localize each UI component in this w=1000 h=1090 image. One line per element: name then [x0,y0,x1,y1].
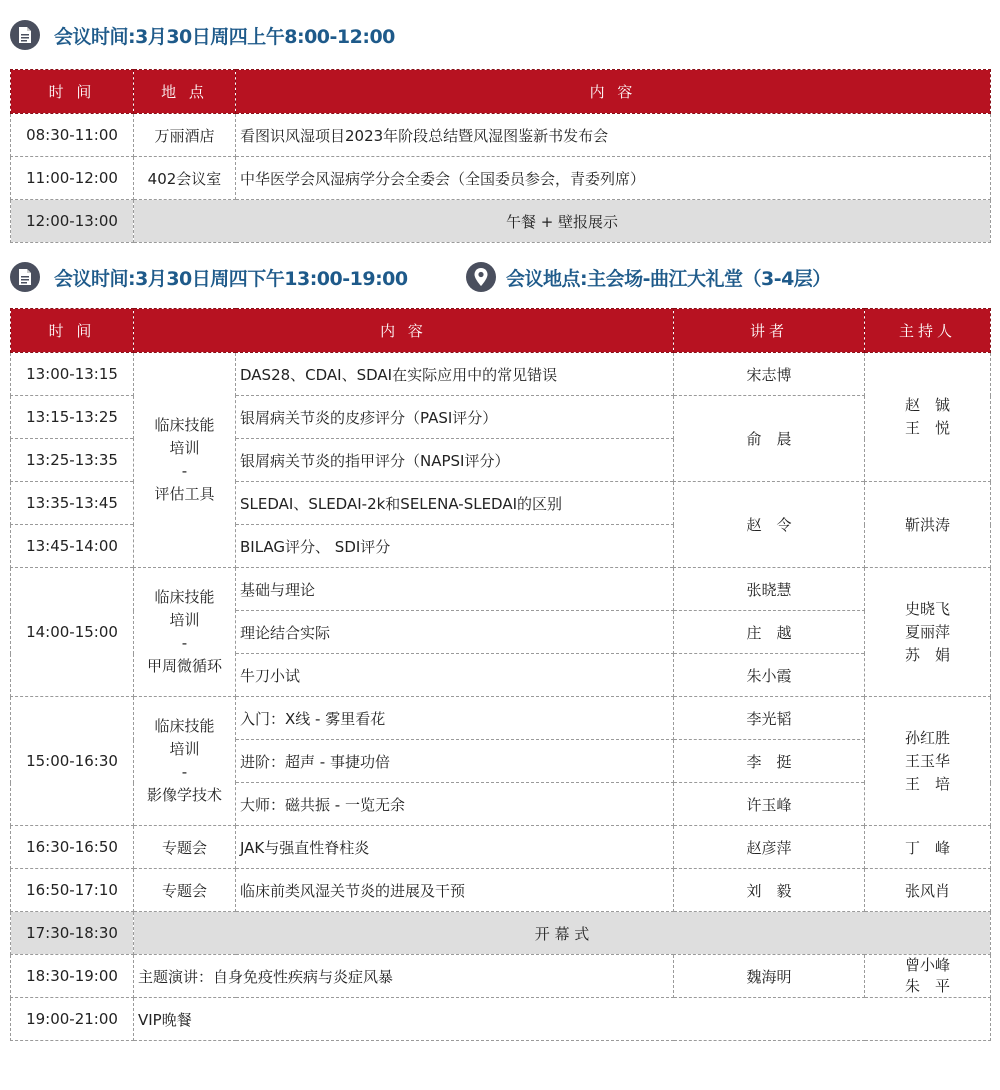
host-name: 赵 铖 [904,396,950,414]
category-line: 甲周微循环 [146,657,222,675]
document-icon [10,20,40,50]
time-cell: 13:45-14:00 [11,525,134,568]
session2-place: 会议地点:主会场-曲江大礼堂（3-4层） [506,267,831,290]
topic-cell: 银屑病关节炎的指甲评分（NAPSI评分） [236,439,674,482]
speaker-cell: 赵彦萍 [674,826,865,869]
col-place: 地 点 [134,70,236,114]
host-name: 王 悦 [904,419,950,437]
topic-cell: DAS28、CDAI、SDAI在实际应用中的常见错误 [236,353,674,396]
host-cell: 靳洪涛 [865,482,991,568]
host-cell [865,697,991,826]
document-icon [10,262,40,292]
host-name: 史晓飞 [904,599,950,618]
time-cell: 16:30-16:50 [11,826,134,869]
table-row [11,114,991,157]
category-cell: 专题会 [134,869,236,912]
host-name: 夏丽萍 [904,622,950,641]
host-name: 苏 娟 [904,645,950,664]
time-cell: 19:00-21:00 [11,998,134,1041]
opening-cell: 开 幕 式 [134,912,991,955]
time-cell: 15:00-16:30 [11,697,134,826]
host-name: 曾小峰 [904,956,950,974]
table-row [11,869,991,912]
topic-cell: 基础与理论 [236,568,674,611]
table-row [11,568,991,611]
session2-place-header [466,262,831,292]
host-cell: 丁 峰 [865,826,991,869]
time-cell: 13:15-13:25 [11,396,134,439]
col-time: 时 间 [11,309,134,353]
session1-header [10,20,395,50]
col-speaker: 讲者 [674,309,865,353]
host-name: 孙红胜 [904,728,950,747]
host-name: 王 培 [904,774,950,793]
category-line: 培训 [169,740,200,758]
host-name: 朱 平 [904,977,950,995]
category-line: - [181,462,188,480]
host-cell: 张风肖 [865,869,991,912]
table-row [11,157,991,200]
table-row [11,955,991,998]
time-cell: 08:30-11:00 [11,114,134,157]
category-cell [134,568,236,697]
speaker-cell: 魏海明 [674,955,865,998]
time-cell: 13:25-13:35 [11,439,134,482]
content-cell: 中华医学会风湿病学分会全委会（全国委员参会，青委列席） [236,157,991,200]
dinner-cell: VIP晚餐 [134,998,991,1041]
category-line: - [181,763,188,781]
table-row [11,998,991,1041]
time-cell: 13:35-13:45 [11,482,134,525]
host-cell [865,955,991,998]
topic-cell: 理论结合实际 [236,611,674,654]
topic-cell: SLEDAI、SLEDAI-2k和SELENA-SLEDAI的区别 [236,482,674,525]
topic-cell: 入门：X线 - 雾里看花 [236,697,674,740]
category-line: - [181,634,188,652]
place-cell: 万丽酒店 [134,114,236,157]
speaker-cell: 朱小霞 [674,654,865,697]
time-cell: 12:00-13:00 [11,200,134,243]
time-cell: 18:30-19:00 [11,955,134,998]
location-pin-icon [466,262,496,292]
col-content: 内 容 [236,70,991,114]
speaker-cell: 刘 毅 [674,869,865,912]
speaker-cell: 张晓慧 [674,568,865,611]
content-cell: 看图识风湿项目2023年阶段总结暨风湿图鉴新书发布会 [236,114,991,157]
speaker-cell: 宋志博 [674,353,865,396]
session1-title: 会议时间:3月30日周四上午8:00-12:00 [54,25,395,48]
host-name: 王玉华 [904,751,950,770]
topic-cell: BILAG评分、 SDI评分 [236,525,674,568]
session2-time: 会议时间:3月30日周四下午13:00-19:00 [54,267,408,290]
topic-cell: 银屑病关节炎的皮疹评分（PASI评分） [236,396,674,439]
category-line: 影像学技术 [146,786,222,804]
col-time: 时 间 [11,70,134,114]
topic-cell: 主题演讲：自身免疫性疾病与炎症风暴 [134,955,674,998]
category-line: 培训 [169,611,200,629]
time-cell: 16:50-17:10 [11,869,134,912]
speaker-cell: 许玉峰 [674,783,865,826]
category-line: 临床技能 [154,588,215,606]
col-content: 内 容 [134,309,674,353]
time-cell: 14:00-15:00 [11,568,134,697]
table-row [11,912,991,955]
speaker-cell: 俞 晨 [674,396,865,482]
topic-cell: 进阶：超声 - 事捷功倍 [236,740,674,783]
table-row [11,353,991,396]
topic-cell: 临床前类风湿关节炎的进展及干预 [236,869,674,912]
host-cell [865,353,991,482]
category-cell [134,353,236,568]
time-cell: 13:00-13:15 [11,353,134,396]
speaker-cell: 李 挺 [674,740,865,783]
speaker-cell: 李光韬 [674,697,865,740]
category-line: 培训 [169,439,200,457]
time-cell: 17:30-18:30 [11,912,134,955]
place-cell: 402会议室 [134,157,236,200]
topic-cell: 大师：磁共振 - 一览无余 [236,783,674,826]
category-cell [134,697,236,826]
speaker-cell: 庄 越 [674,611,865,654]
topic-cell: 牛刀小试 [236,654,674,697]
speaker-cell: 赵 令 [674,482,865,568]
host-cell [865,568,991,697]
session2-table [10,308,991,1041]
session2-time-header [10,262,408,292]
table-row [11,697,991,740]
table-row [11,200,991,243]
col-host: 主持人 [865,309,991,353]
topic-cell: JAK与强直性脊柱炎 [236,826,674,869]
content-cell: 午餐 + 壁报展示 [134,200,991,243]
table-row [11,826,991,869]
session1-table [10,69,991,243]
time-cell: 11:00-12:00 [11,157,134,200]
category-line: 临床技能 [154,416,215,434]
category-line: 评估工具 [154,485,215,503]
category-cell: 专题会 [134,826,236,869]
category-line: 临床技能 [154,717,215,735]
